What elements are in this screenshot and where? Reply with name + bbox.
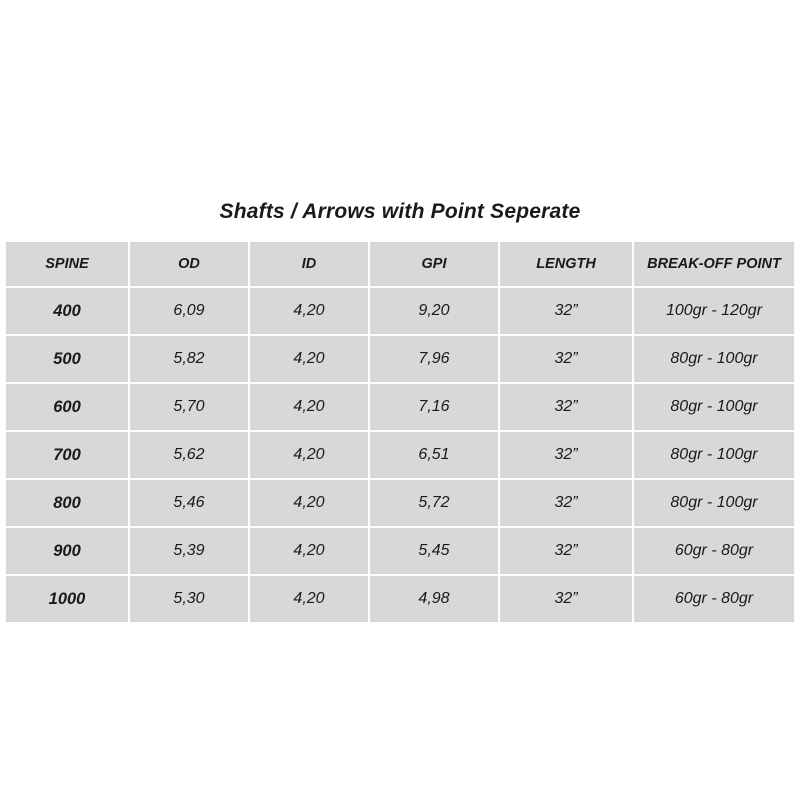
table-row — [5, 575, 795, 623]
cell-od: 5,39 — [129, 527, 249, 575]
cell-od: 5,70 — [129, 383, 249, 431]
cell-length: 32” — [499, 335, 633, 383]
cell-spine: 1000 — [5, 575, 129, 623]
column-header-od: OD — [129, 241, 249, 287]
cell-gpi: 7,96 — [369, 335, 499, 383]
arrow-spec-table — [4, 240, 796, 624]
table-body — [5, 287, 795, 623]
table-row — [5, 383, 795, 431]
cell-break-off: 100gr - 120gr — [633, 287, 795, 335]
cell-id: 4,20 — [249, 383, 369, 431]
cell-od: 5,82 — [129, 335, 249, 383]
cell-spine: 600 — [5, 383, 129, 431]
cell-id: 4,20 — [249, 479, 369, 527]
cell-length: 32” — [499, 575, 633, 623]
cell-gpi: 9,20 — [369, 287, 499, 335]
column-header-spine: SPINE — [5, 241, 129, 287]
cell-od: 6,09 — [129, 287, 249, 335]
cell-id: 4,20 — [249, 431, 369, 479]
cell-spine: 400 — [5, 287, 129, 335]
column-header-break-off: BREAK-OFF POINT — [633, 241, 795, 287]
cell-spine: 800 — [5, 479, 129, 527]
column-header-gpi: GPI — [369, 241, 499, 287]
table-row — [5, 335, 795, 383]
cell-break-off: 60gr - 80gr — [633, 575, 795, 623]
page-title: Shafts / Arrows with Point Seperate — [219, 200, 581, 223]
table-row — [5, 431, 795, 479]
cell-gpi: 5,72 — [369, 479, 499, 527]
cell-length: 32” — [499, 287, 633, 335]
cell-spine: 500 — [5, 335, 129, 383]
cell-break-off: 80gr - 100gr — [633, 431, 795, 479]
cell-length: 32” — [499, 383, 633, 431]
cell-break-off: 80gr - 100gr — [633, 335, 795, 383]
cell-od: 5,62 — [129, 431, 249, 479]
cell-length: 32” — [499, 479, 633, 527]
cell-od: 5,46 — [129, 479, 249, 527]
cell-break-off: 60gr - 80gr — [633, 527, 795, 575]
cell-id: 4,20 — [249, 575, 369, 623]
cell-gpi: 5,45 — [369, 527, 499, 575]
cell-gpi: 7,16 — [369, 383, 499, 431]
column-header-id: ID — [249, 241, 369, 287]
spec-table-block — [0, 200, 800, 624]
table-row — [5, 479, 795, 527]
cell-break-off: 80gr - 100gr — [633, 479, 795, 527]
table-header-row — [5, 241, 795, 287]
cell-gpi: 4,98 — [369, 575, 499, 623]
cell-id: 4,20 — [249, 335, 369, 383]
table-row — [5, 287, 795, 335]
cell-od: 5,30 — [129, 575, 249, 623]
table-header — [5, 241, 795, 287]
cell-spine: 900 — [5, 527, 129, 575]
cell-break-off: 80gr - 100gr — [633, 383, 795, 431]
column-header-length: LENGTH — [499, 241, 633, 287]
cell-spine: 700 — [5, 431, 129, 479]
table-row — [5, 527, 795, 575]
cell-id: 4,20 — [249, 527, 369, 575]
cell-id: 4,20 — [249, 287, 369, 335]
cell-length: 32” — [499, 527, 633, 575]
cell-gpi: 6,51 — [369, 431, 499, 479]
cell-length: 32” — [499, 431, 633, 479]
